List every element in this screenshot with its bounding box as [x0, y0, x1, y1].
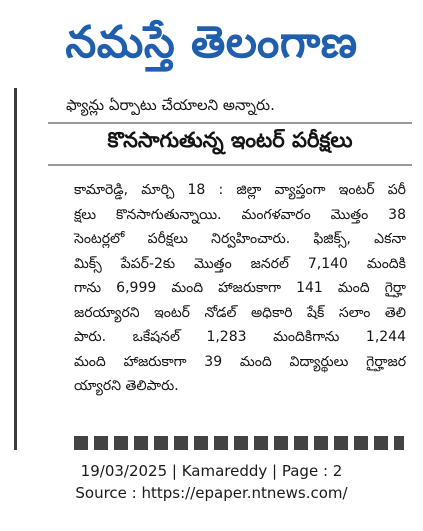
- headline-rule-top: [48, 122, 412, 124]
- body-line: గాను 6,999 మంది హాజరుకాగా 141 మంది గైర్హా: [74, 280, 406, 296]
- masthead: [0, 0, 423, 86]
- body-line: సెంటర్లలో పరీక్షలు నిర్వహించారు. ఫిజిక్స్, ఎకనా: [74, 231, 406, 247]
- previous-article-last-line: ఫ్యాన్లు ఏర్పాటు చేయాలని అన్నారు.: [66, 96, 275, 114]
- body-line: కామారెడ్డి, మార్చి 18 : జిల్లా వ్యాప్తంగా ఇంటర్ పరీ: [74, 182, 406, 198]
- body-line: పారు. ఒకేషనల్ 1,283 మందికిగాను 1,244: [74, 329, 406, 345]
- column-margin-bar: [14, 88, 17, 450]
- body-line: క్షలు కొనసాగుతున్నాయి. మంగళవారం మొత్తం 38: [74, 206, 406, 223]
- date-edition-page: 19/03/2025 | Kamareddy | Page : 2: [80, 462, 343, 480]
- body-line: మంది హాజరుకాగా 39 మంది విద్యార్థులు గైర్హాజర: [74, 353, 406, 370]
- article-body: [74, 178, 406, 399]
- body-line: య్యారని తెలిపారు.: [74, 378, 179, 394]
- body-line: జరయ్యారని ఇంటర్ నోడల్ అధికారి షేక్ సలాం తెలి: [74, 304, 406, 321]
- body-line: మిక్స్ పేపర్-2కు మొత్తం జనరల్ 7,140 మందికి: [74, 255, 406, 272]
- source-url: Source : https://epaper.ntnews.com/: [75, 484, 348, 502]
- article-headline: కొనసాగుతున్న ఇంటర్ పరీక్షలు: [107, 128, 353, 152]
- newspaper-logo: నమస్తే తెలంగాణ: [65, 17, 358, 68]
- next-article-headline-cropped: [74, 430, 404, 450]
- article-clipping: [14, 88, 412, 450]
- clipping-footer: [0, 460, 423, 504]
- cropped-text-fragment: [74, 436, 404, 450]
- headline-rule-bottom: [48, 164, 412, 166]
